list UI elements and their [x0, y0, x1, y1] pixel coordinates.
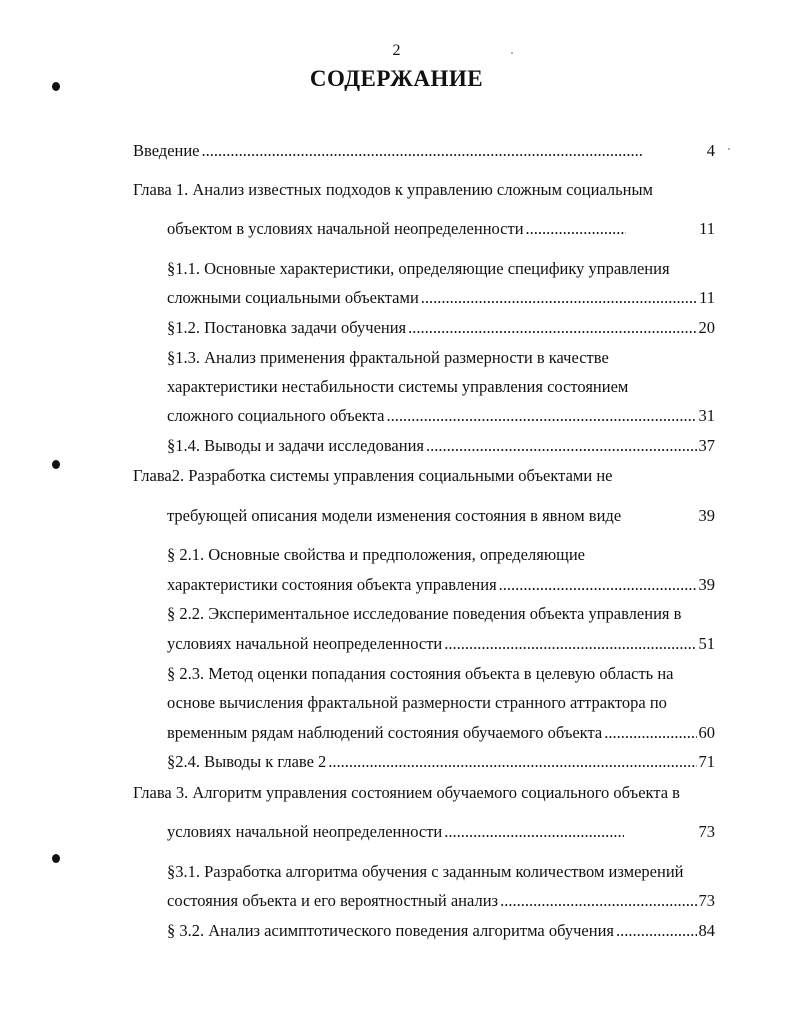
leader-dots [526, 219, 626, 239]
toc-page-number: 51 [698, 634, 715, 653]
toc-entry-s2-2[interactable] [167, 634, 715, 654]
toc-entry-text: характеристики нестабильности системы управления состоянием [167, 377, 629, 396]
page-title: СОДЕРЖАНИЕ [309, 66, 484, 91]
scan-speck [511, 52, 513, 54]
leader-dots [408, 318, 696, 338]
toc-page-number: 60 [698, 723, 715, 742]
toc-page-number: 71 [698, 752, 715, 771]
toc-entry-text: §1.2. Постановка задачи обучения [167, 318, 407, 337]
toc-entry-text: характеристики состояния объекта управления [167, 575, 497, 594]
toc-entry-text: Глава 1. Анализ известных подходов к управлению сложным социальным [133, 180, 653, 199]
toc-chapter-heading [133, 180, 653, 200]
toc-page-number: 37 [698, 436, 715, 455]
toc-entry-text: условиях начальной неопределенности [167, 634, 443, 653]
toc-chapter-heading [133, 466, 612, 486]
toc-entry-text: §1.1. Основные характеристики, определяющие специфику управления [167, 259, 670, 278]
toc-section-heading [167, 604, 681, 624]
toc-entry-text: § 2.1. Основные свойства и предположения, определяющие [167, 545, 586, 564]
toc-page-number: 39 [698, 506, 715, 525]
toc-entry-text: требующей описания модели изменения состояния в явном виде [167, 506, 622, 525]
toc-entry-text: § 2.2. Экспериментальное исследование поведения объекта управления в [167, 604, 682, 623]
toc-entry-s2-4[interactable] [167, 752, 715, 772]
toc-entry-s1-2[interactable] [167, 318, 715, 338]
toc-entry-s1-3[interactable] [167, 406, 715, 426]
punch-hole-mark [52, 854, 60, 863]
leader-dots [616, 921, 697, 941]
toc-section-heading [167, 377, 628, 397]
leader-dots [499, 575, 697, 595]
toc-entry-text: сложными социальными объектами [167, 288, 419, 307]
toc-entry-text: §2.4. Выводы к главе 2 [167, 752, 327, 771]
toc-page-number: 39 [698, 575, 715, 594]
toc-entry-text: §3.1. Разработка алгоритма обучения с заданным количеством измерений [167, 862, 684, 881]
toc-entry-ch1[interactable] [167, 219, 715, 239]
toc-entry-text: объектом в условиях начальной неопределенности [167, 219, 524, 238]
toc-section-heading [167, 348, 609, 368]
toc-entry-s3-1[interactable] [167, 891, 715, 911]
toc-entry-ch2[interactable] [167, 506, 715, 526]
leader-dots [426, 436, 697, 456]
leader-dots [500, 891, 696, 911]
toc-page-number: 11 [699, 219, 715, 238]
toc-entry-text: условиях начальной неопределенности [167, 822, 443, 841]
toc-entry-intro[interactable] [133, 141, 715, 161]
toc-entry-s3-2[interactable] [167, 921, 715, 941]
punch-hole-mark [52, 460, 60, 469]
toc-entry-text: основе вычисления фрактальной размерности странного аттрактора по [167, 693, 667, 712]
toc-entry-s2-1[interactable] [167, 575, 715, 595]
toc-section-heading [167, 545, 585, 565]
punch-hole-mark [52, 82, 60, 91]
toc-page-number: 31 [698, 406, 715, 425]
toc-entry-text: сложного социального объекта [167, 406, 385, 425]
toc-page-number: 73 [698, 822, 715, 841]
toc-section-heading [167, 259, 670, 279]
toc-page-number: 11 [699, 288, 715, 307]
toc-entry-text: Глава2. Разработка системы управления социальными объектами не [133, 466, 613, 485]
toc-entry-s1-4[interactable] [167, 436, 715, 456]
toc-entry-s1-1[interactable] [167, 288, 715, 308]
toc-entry-text: состояния объекта и его вероятностный анализ [167, 891, 499, 910]
toc-entry-text: §1.3. Анализ применения фрактальной размерности в качестве [167, 348, 609, 367]
toc-entry-text: временным рядам наблюдений состояния обучаемого объекта [167, 723, 603, 742]
leader-dots [202, 141, 642, 161]
page-number: 2 [392, 42, 401, 59]
toc-entry-text: § 2.3. Метод оценки попадания состояния объекта в целевую область на [167, 664, 674, 683]
toc-entry-text: § 3.2. Анализ асимптотического поведения алгоритма обучения [167, 921, 614, 940]
scan-speck [728, 148, 730, 150]
toc-entry-text: §1.4. Выводы и задачи исследования [167, 436, 424, 455]
leader-dots [328, 752, 696, 772]
toc-section-heading [167, 693, 667, 713]
leader-dots [444, 822, 624, 842]
toc-entry-text: Глава 3. Алгоритм управления состоянием обучаемого социального объекта в [133, 783, 680, 802]
leader-dots [421, 288, 697, 308]
toc-entry-text: Введение [133, 141, 200, 160]
toc-section-heading [167, 664, 673, 684]
toc-chapter-heading [133, 783, 680, 803]
leader-dots [604, 723, 696, 743]
toc-page-number: 84 [698, 921, 715, 940]
leader-dots [444, 634, 696, 654]
leader-dots [387, 406, 697, 426]
toc-page-number: 20 [698, 318, 715, 337]
toc-entry-ch3[interactable] [167, 822, 715, 842]
toc-section-heading [167, 862, 684, 882]
toc-entry-s2-3[interactable] [167, 723, 715, 743]
toc-page-number: 4 [706, 141, 715, 160]
toc-page-number: 73 [698, 891, 715, 910]
